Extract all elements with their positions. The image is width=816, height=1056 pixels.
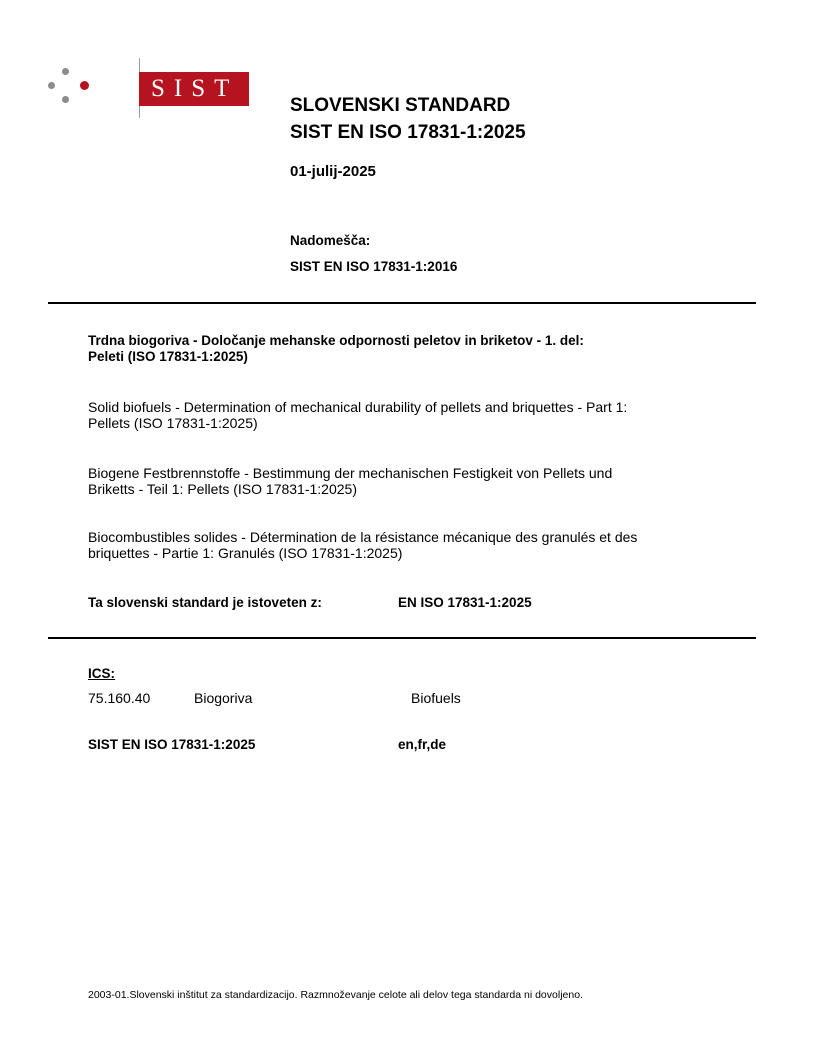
replaces-label: Nadomešča: [290,233,371,248]
logo-text: SIST [139,72,249,106]
identical-value: EN ISO 17831-1:2025 [398,595,532,610]
title-german: Biogene Festbrennstoffe - Bestimmung der mechanischen Festigkeit von Pellets und Briketts - Teil 1: Pellets (ISO 17831-1:2025) [88,465,613,497]
title-english: Solid biofuels - Determination of mechanical durability of pellets and briquettes - Part 1: Pellets (ISO 17831-1:2025) [88,399,628,431]
ics-name-en: Biofuels [411,690,461,706]
replaces-value: SIST EN ISO 17831-1:2016 [290,259,458,274]
logo-dot [48,82,55,89]
logo-dot-accent [80,81,89,90]
ics-name-sl: Biogoriva [194,690,253,706]
publication-date: 01-julij-2025 [290,163,376,180]
identical-label: Ta slovenski standard je istoveten z: [88,595,322,610]
logo-dot [62,68,69,75]
reference-languages: en,fr,de [398,737,447,752]
copyright-notice: 2003-01.Slovenski inštitut za standardizacijo. Razmnoževanje celote ali delov tega standarda ni dovoljeno. [88,989,583,1001]
divider-bottom [48,637,756,639]
logo-dot [62,96,69,103]
standard-code: SIST EN ISO 17831-1:2025 [290,122,526,143]
sist-logo [46,58,239,120]
ics-label: ICS: [88,666,115,681]
reference-code: SIST EN ISO 17831-1:2025 [88,737,256,752]
title-slovenian: Trdna biogoriva - Določanje mehanske odpornosti peletov in briketov - 1. del: Peleti (ISO 17831-1:2025) [88,333,584,364]
title-french: Biocombustibles solides - Détermination de la résistance mécanique des granulés et des briquettes - Partie 1: Granulés (ISO 17831-1:2025) [88,529,638,561]
ics-code: 75.160.40 [88,690,151,706]
divider-top [48,302,756,304]
document-type: SLOVENSKI STANDARD [290,95,511,116]
